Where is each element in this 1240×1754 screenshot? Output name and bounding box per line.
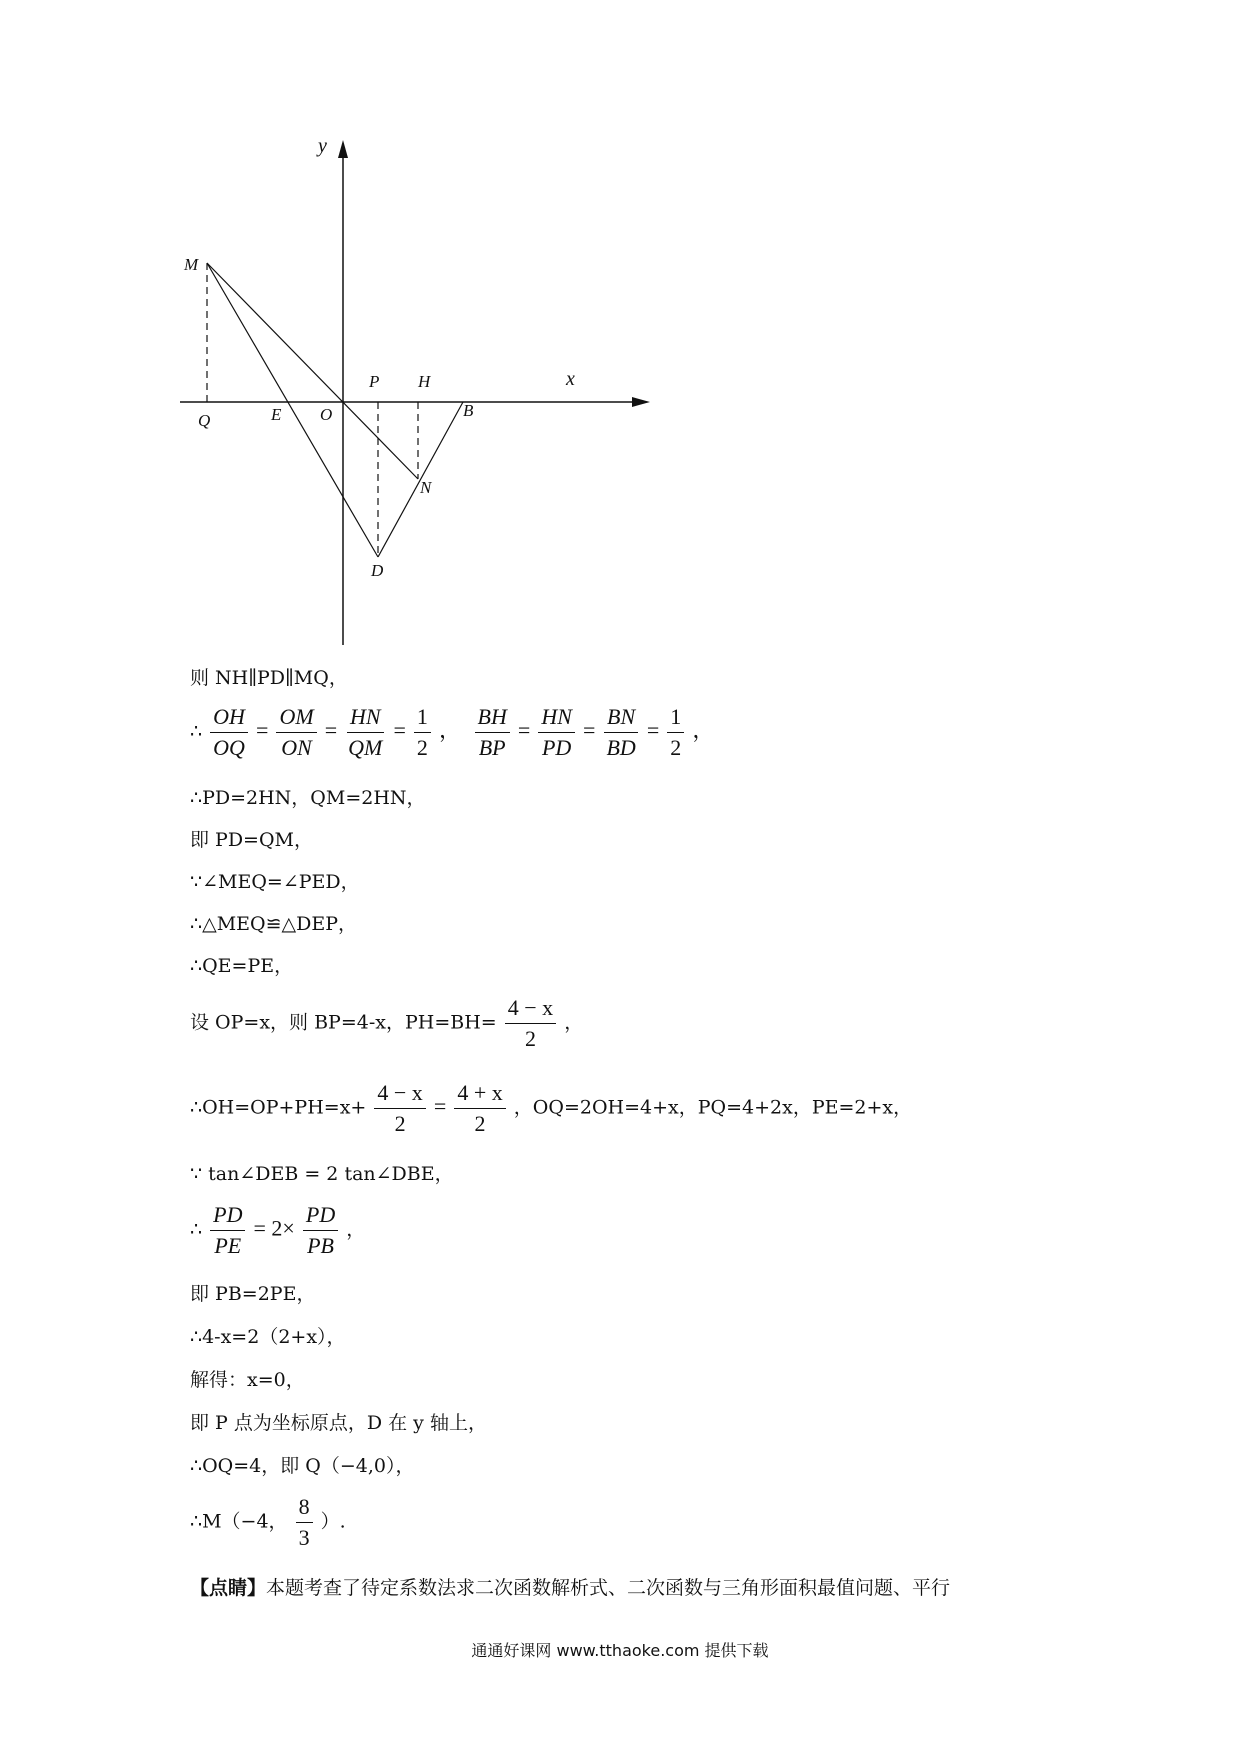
denominator: ON: [281, 735, 312, 760]
line-15: 即 P 点为坐标原点，D 在 y 轴上，: [190, 1412, 487, 1434]
line-4: 即 PD=QM，: [190, 829, 314, 851]
line-10: ∵ tan∠DEB = 2 tan∠DBE，: [190, 1163, 454, 1185]
denominator: PB: [307, 1233, 334, 1258]
line-17: [190, 1494, 346, 1551]
fraction-om-on: [276, 704, 316, 761]
numerator: HN: [538, 704, 575, 733]
times-two: = 2×: [253, 1215, 295, 1241]
line-2: ∴ $\frac{OH}{OQ}$ = $\frac{OM}{ON}$ = $\frac{HN}{QM}$ = $\frac{1}{2}$ ， $\frac{BH}{BP}$ = $\frac{HN}{PD}$ = $\frac{BN}{BD}$ = $\frac{1}{2}$ ，: [190, 704, 715, 760]
line-11-tail: ，: [346, 1218, 366, 1241]
numerator: 8: [296, 1494, 313, 1523]
line-9: [190, 1080, 912, 1137]
therefore-symbol: ∴: [190, 720, 203, 743]
numerator: BN: [604, 704, 638, 733]
numerator: PD: [303, 1202, 338, 1231]
label-y: y: [318, 140, 327, 157]
numerator: HN: [347, 704, 384, 733]
fraction-bn-bd: [603, 704, 638, 761]
numerator: BH: [475, 704, 510, 733]
denominator: BD: [606, 735, 636, 760]
numerator: 1: [667, 704, 684, 733]
numerator: 4 + x: [454, 1080, 505, 1109]
page-footer: 通通好课网 www.tthaoke.com 提供下载: [471, 1641, 769, 1660]
numerator: OH: [210, 704, 248, 733]
denominator: 2: [524, 1026, 536, 1051]
line-1: 则 NH∥PD∥MQ，: [190, 667, 348, 689]
fraction-4-plus-x: [454, 1080, 505, 1137]
line-17-text: ∴M（−4，: [190, 1510, 288, 1533]
denominator: 2: [670, 735, 682, 760]
line-9-tail: ，OQ=2OH=4+x，PQ=4+2x，PE=2+x，: [513, 1096, 913, 1119]
equals-sign: =: [433, 1093, 447, 1119]
label-B: B: [463, 401, 474, 420]
line-9-text: ∴OH=OP+PH=x+: [190, 1096, 367, 1119]
fraction-4-minus-x: [505, 995, 556, 1052]
label-N: N: [420, 478, 432, 497]
line-12: 即 PB=2PE，: [190, 1283, 316, 1305]
fraction-bh-bp: [475, 704, 510, 761]
line-13: ∴4-x=2（2+x），: [190, 1326, 346, 1348]
denominator: 2: [474, 1111, 486, 1136]
numerator: OM: [276, 704, 316, 733]
label-P: P: [369, 372, 380, 391]
denominator: 2: [394, 1111, 406, 1136]
line-8-text: 设 OP=x，则 BP=4-x，PH=BH=: [190, 1011, 497, 1034]
y-axis-arrow: [338, 140, 348, 158]
denominator: PD: [541, 735, 572, 760]
numerator: 4 − x: [505, 995, 556, 1024]
comment-text: 本题考查了待定系数法求二次函数解析式、二次函数与三角形面积最值问题、平行: [266, 1577, 951, 1599]
label-E: E: [271, 405, 282, 424]
geometry-figure: [180, 140, 680, 660]
line-18: [190, 1574, 950, 1602]
denominator: QM: [348, 735, 383, 760]
line-5: ∵∠MEQ=∠PED，: [190, 871, 360, 893]
segment-MO-N: [207, 263, 418, 479]
fraction-oh-oq: [210, 704, 248, 761]
denominator: OQ: [213, 735, 245, 760]
fraction-hn-qm: [345, 704, 385, 761]
line-7: ∴QE=PE，: [190, 955, 294, 977]
label-H: H: [418, 372, 431, 391]
line-8-tail: ，: [564, 1011, 584, 1034]
comment-bracket: 【点睛】: [190, 1577, 267, 1599]
x-axis-arrow: [632, 397, 650, 407]
fraction-pd-pe: [210, 1202, 245, 1259]
numerator: 1: [414, 704, 431, 733]
label-M: M: [184, 255, 199, 274]
denominator: PE: [214, 1233, 242, 1258]
coordinate-diagram: [180, 140, 680, 660]
line-3: ∴PD=2HN，QM=2HN，: [190, 787, 426, 809]
line-8: [190, 995, 583, 1052]
therefore-symbol: ∴: [190, 1218, 203, 1241]
fraction-4-minus-x-2: [374, 1080, 425, 1137]
fraction-hn-pd: [538, 704, 575, 761]
fraction-pd-pb: [303, 1202, 338, 1259]
line-6: ∴△MEQ≌△DEP，: [190, 913, 358, 935]
segment-ME-D: [207, 263, 378, 557]
line-17-tail: ）.: [320, 1510, 346, 1533]
numerator: PD: [210, 1202, 245, 1231]
fraction-one-half-2: [667, 704, 684, 761]
fraction-8-3: [296, 1494, 313, 1551]
fraction-one-half: [414, 704, 431, 761]
line-11: [190, 1202, 365, 1259]
denominator: 2: [416, 735, 428, 760]
line-14: 解得：x=0，: [190, 1369, 305, 1391]
label-x: x: [566, 368, 575, 390]
label-D: D: [371, 561, 384, 580]
label-O: O: [320, 405, 333, 424]
line-16: ∴OQ=4，即 Q（−4,0），: [190, 1455, 415, 1477]
denominator: BP: [478, 735, 506, 760]
label-Q: Q: [198, 411, 211, 430]
numerator: 4 − x: [374, 1080, 425, 1109]
denominator: 3: [298, 1525, 310, 1550]
